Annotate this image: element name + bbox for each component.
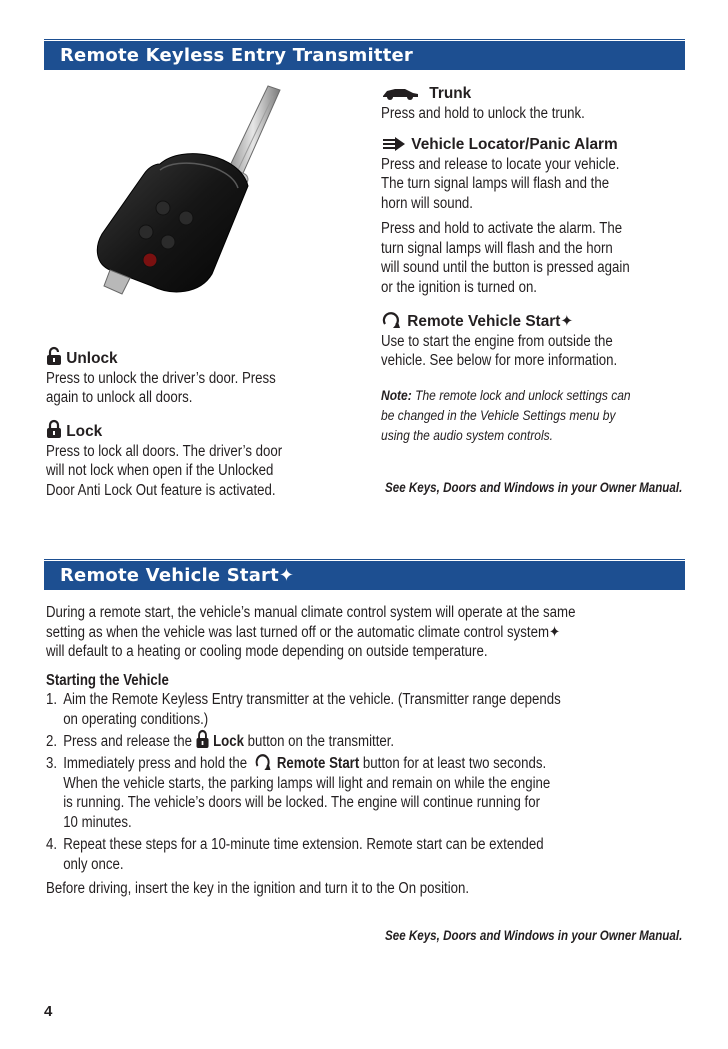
unlock-icon [46, 346, 62, 366]
step-text: 10 minutes. [63, 813, 132, 831]
step-number: 2. [46, 733, 58, 750]
locator-icon [381, 136, 407, 152]
note-block [381, 385, 671, 445]
note-line: The remote lock and unlock settings can [415, 387, 631, 403]
step-text: button for at least two seconds. [362, 755, 547, 772]
owner-manual-reference [385, 478, 728, 498]
step-text: on operating conditions.) [63, 710, 209, 728]
locator-text-line: horn will sound. [381, 194, 473, 212]
section-title: Remote Vehicle Start✦ [60, 565, 295, 586]
locator-block [381, 135, 670, 297]
key-fob-image [90, 84, 350, 316]
locator-text-line: Press and release to locate your vehicle. [381, 155, 620, 173]
step-4 [46, 835, 575, 855]
step-text: Repeat these steps for a 10-minute time extension. Remote start can be extended [63, 836, 544, 853]
locator-text-line: Press and hold to activate the alarm. The [381, 220, 623, 237]
intro-line: setting as when the vehicle was last turned off or the automatic climate control system✦ [46, 623, 561, 641]
steps-list [46, 690, 662, 874]
banner-top-rule [44, 39, 685, 40]
intro-line: During a remote start, the vehicle’s manual climate control system will operate at the same [46, 604, 576, 621]
trunk-text: Press and hold to unlock the trunk. [381, 104, 585, 122]
unlock-label: Unlock [66, 350, 118, 367]
step-text: When the vehicle starts, the parking lamps will light and remain on while the engine [63, 774, 551, 792]
reference-text: See Keys, Doors and Windows in your Owner Manual. [385, 480, 683, 495]
step-text: Aim the Remote Keyless Entry transmitter at the vehicle. (Transmitter range depends [63, 691, 561, 708]
remote-start-section-body [46, 603, 662, 899]
step-number: 3. [46, 755, 58, 772]
closing-text: Before driving, insert the key in the ignition and turn it to the On position. [46, 880, 470, 897]
unlock-text-line: again to unlock all doors. [46, 389, 193, 406]
step-bold: Lock [213, 733, 244, 750]
banner-top-rule [44, 559, 685, 560]
lock-icon [46, 419, 62, 439]
step-text: only once. [63, 855, 124, 873]
step-text: is running. The vehicle’s doors will be locked. The engine will continue running for [63, 794, 540, 811]
lock-text-line: Door Anti Lock Out feature is activated. [46, 481, 276, 499]
step-bold: Remote Start [276, 755, 360, 772]
section-banner-remote-start [44, 561, 685, 590]
subhead-starting-vehicle: Starting the Vehicle [46, 671, 169, 689]
reference-text: See Keys, Doors and Windows in your Owner Manual. [385, 928, 683, 943]
section-banner-keyless-entry [44, 41, 685, 70]
remote-start-text-line: vehicle. See below for more information. [381, 352, 618, 369]
unlock-block [46, 346, 313, 408]
locator-text-line: will sound until the button is pressed again [381, 259, 630, 276]
intro-line: will default to a heating or cooling mode depending on outside temperature. [46, 643, 488, 660]
step-text: Press and release the [63, 733, 192, 750]
step-3 [46, 754, 575, 774]
locator-text-line: turn signal lamps will flash and the horn [381, 239, 613, 257]
page-number: 4 [44, 1003, 53, 1020]
note-line: be changed in the Vehicle Settings menu by [381, 407, 616, 423]
step-number: 1. [46, 691, 58, 708]
owner-manual-reference [385, 926, 728, 946]
lock-text-line: Press to lock all doors. The driver’s door [46, 442, 283, 460]
step-number: 4. [46, 836, 58, 853]
remote-start-icon [381, 312, 403, 329]
step-1 [46, 690, 575, 710]
trunk-block [381, 84, 618, 123]
lock-label: Lock [66, 423, 103, 440]
remote-start-block [381, 312, 656, 371]
section-title: Remote Keyless Entry Transmitter [60, 45, 413, 66]
trunk-label: Trunk [429, 85, 472, 102]
lock-icon [196, 729, 210, 749]
locator-text-line: The turn signal lamps will flash and the [381, 175, 610, 192]
car-trunk-icon [381, 85, 419, 101]
remote-start-label: Remote Vehicle Start✦ [407, 313, 574, 330]
remote-start-icon [254, 754, 273, 771]
lock-block [46, 419, 321, 500]
lock-text-line: will not lock when open if the Unlocked [46, 462, 274, 479]
note-line: using the audio system controls. [381, 427, 553, 443]
step-2 [46, 729, 575, 754]
note-label: Note: [381, 387, 412, 403]
unlock-text-line: Press to unlock the driver’s door. Press [46, 369, 276, 387]
remote-start-text-line: Use to start the engine from outside the [381, 332, 613, 350]
step-text: button on the transmitter. [247, 733, 395, 750]
locator-label: Vehicle Locator/Panic Alarm [411, 136, 618, 153]
locator-text-line: or the ignition is turned on. [381, 278, 537, 296]
step-text: Immediately press and hold the [63, 755, 248, 772]
